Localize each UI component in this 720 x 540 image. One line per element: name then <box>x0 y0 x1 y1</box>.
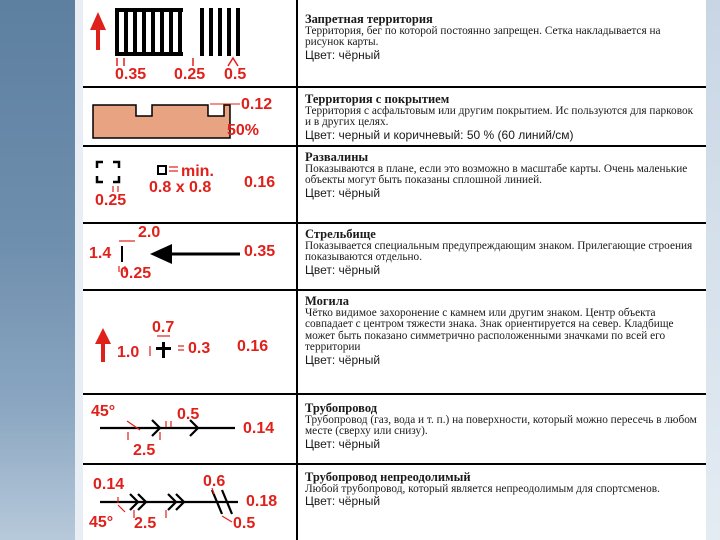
symbol-body: Трубопровод (газ, вода и т. п.) на поверхности, который можно пересечь в любом месте (сверху или снизу). <box>305 414 697 438</box>
dim-label: 1.4 <box>89 245 112 262</box>
symbol-description <box>305 93 700 142</box>
north-arrow-icon <box>95 328 111 362</box>
symbol-color: Цвет: чёрный <box>305 262 381 277</box>
symbol-color: Цвет: чёрный <box>305 436 381 451</box>
pipeline-symbol <box>100 420 235 436</box>
dim-label: 0.8 x 0.8 <box>149 179 212 196</box>
dim-label: 0.14 <box>243 420 275 437</box>
symbol-color: Цвет: черный и коричневый: 50 % (60 линий/см) <box>305 127 574 142</box>
dim-label: 0.18 <box>246 493 278 510</box>
shooting-range-symbol <box>122 244 240 264</box>
symbol-description <box>305 228 700 277</box>
symbol-description <box>305 295 700 367</box>
symbol-body: Показываются в плане, если это возможно в масштабе карты. Очень маленькие объекты могут быть показаны сплошной линией. <box>305 163 688 187</box>
symbol-description <box>305 402 700 451</box>
symbol-description <box>305 151 700 200</box>
symbol-color: Цвет: чёрный <box>305 47 381 62</box>
ruins-min-symbol <box>158 166 166 174</box>
dim-label: 0.16 <box>244 174 276 191</box>
symbol-body: Любой трубопровод, который является непреодолимым для спортсменов. <box>305 483 660 495</box>
symbol-body: Чётко видимое захоронение с камнем или другим знаком. Центр объекта совпадает с центром тяжести знака. Знак ориентируется на север. Кладбище может быть показано симметрично расположенными значками по всей его территории <box>305 307 674 354</box>
dim-label: 0.25 <box>95 192 127 209</box>
dim-label: 2.0 <box>138 224 161 241</box>
dim-label: min. <box>181 163 214 180</box>
grave-symbol <box>156 342 171 358</box>
dim-label: 0.25 <box>174 66 206 83</box>
symbol-color: Цвет: чёрный <box>305 352 381 367</box>
dim-label: 0.35 <box>244 243 276 260</box>
dim-label: 1.0 <box>117 344 140 361</box>
symbol-body: Показывается специальным предупреждающим знаком. Прилегающие строения показываются отдельно. <box>305 240 693 264</box>
paved-area-symbol <box>93 104 240 138</box>
symbol-title: Трубопровод <box>305 401 378 415</box>
dim-label: 50% <box>227 122 260 139</box>
symbol-description <box>305 13 700 62</box>
symbol-title: Развалины <box>305 150 369 164</box>
symbol-description <box>305 471 700 508</box>
dim-label: 45° <box>89 514 114 531</box>
symbol-body: Территория, бег по которой постоянно запрещен. Сетка накладывается на рисунок карты. <box>305 25 661 49</box>
north-arrow-icon <box>90 12 106 50</box>
dim-label: 0.5 <box>224 66 247 83</box>
symbol-title: Могила <box>305 294 350 308</box>
dim-label: 0.35 <box>115 66 147 83</box>
dim-label: 0.5 <box>177 406 200 423</box>
symbol-body: Территория с асфальтовым или другим покрытием. Ис пользуются для парковок и в других целях. <box>305 105 694 129</box>
symbol-title: Трубопровод непреодолимый <box>305 470 471 484</box>
dim-label: 0.16 <box>237 338 269 355</box>
symbol-color: Цвет: чёрный <box>305 494 381 509</box>
symbol-color: Цвет: чёрный <box>305 185 381 200</box>
dim-label: 0.14 <box>93 476 125 493</box>
dim-label: 2.5 <box>134 515 157 532</box>
dim-label: 45° <box>91 403 116 420</box>
dim-label: 0.12 <box>241 96 273 113</box>
symbol-title: Стрельбище <box>305 227 376 241</box>
dim-label: 0.5 <box>233 515 256 532</box>
dim-label: 2.5 <box>133 442 156 459</box>
dim-label: 0.6 <box>203 473 226 490</box>
ruins-symbol <box>97 162 119 182</box>
forbidden-area-symbol <box>115 8 240 56</box>
symbol-title: Запретная территория <box>305 12 433 26</box>
symbol-title: Территория с покрытием <box>305 92 450 106</box>
dim-label: 0.7 <box>152 319 175 336</box>
impassable-pipeline-symbol <box>100 490 238 514</box>
dim-label: 0.25 <box>120 265 152 282</box>
dim-label: 0.3 <box>188 340 211 357</box>
